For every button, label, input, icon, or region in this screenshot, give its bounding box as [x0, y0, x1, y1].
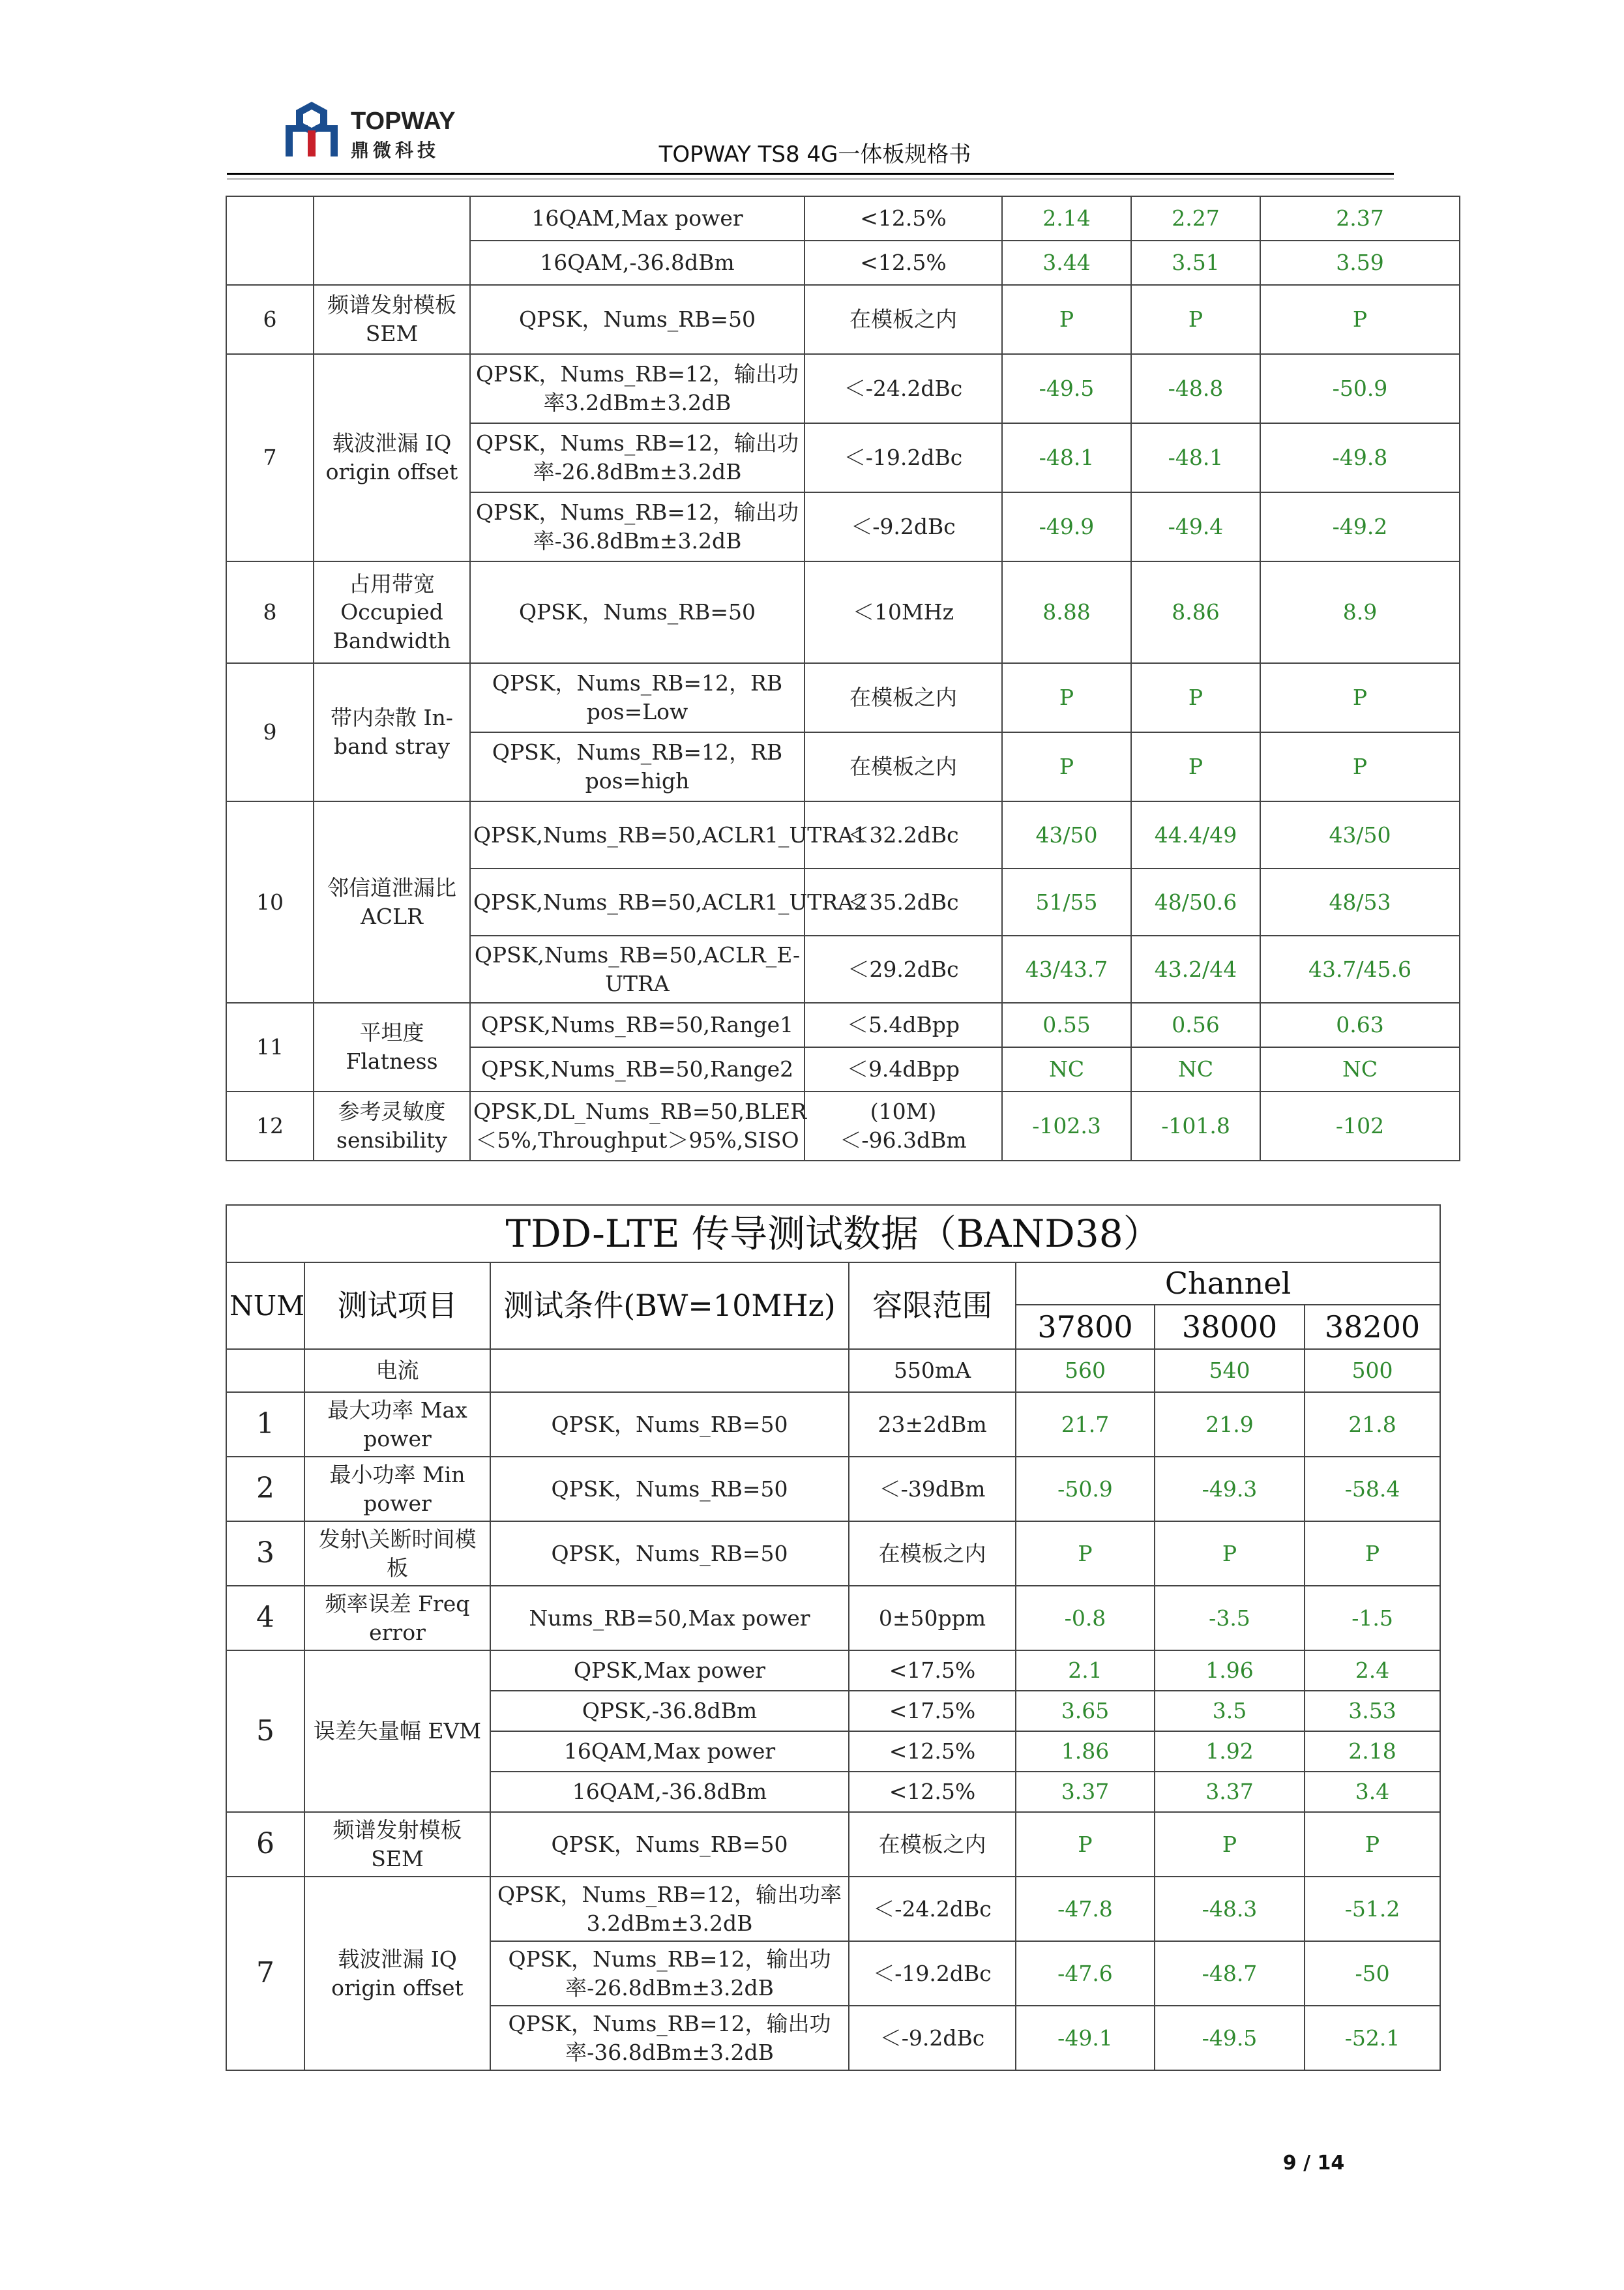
cell-value: P: [1155, 1521, 1305, 1586]
cell-condition: Nums_RB=50,Max power: [490, 1586, 849, 1650]
cell-condition: QPSK，Nums_RB=50: [490, 1812, 849, 1877]
cell-limit: ＜-19.2dBc: [849, 1941, 1016, 2006]
document-title: TOPWAY TS8 4G一体板规格书: [658, 141, 971, 168]
cell-value: P: [1155, 1812, 1305, 1877]
cell-limit: 23±2dBm: [849, 1392, 1016, 1457]
cell-value: 2.1: [1016, 1650, 1155, 1691]
cell-value: 21.8: [1305, 1392, 1440, 1457]
cell-condition: QPSK，Nums_RB=12，输出功率3.2dBm±3.2dB: [470, 354, 805, 423]
cell-num: 8: [226, 561, 314, 663]
cell-value: 43.7/45.6: [1260, 936, 1460, 1003]
table-row: [226, 1349, 1440, 1392]
cell-value: 3.37: [1155, 1772, 1305, 1812]
header-channel-37800: 37800: [1016, 1305, 1155, 1349]
cell-num: 6: [226, 285, 314, 354]
cell-value: 8.9: [1260, 561, 1460, 663]
cell-value: 3.53: [1305, 1691, 1440, 1731]
table-row: [226, 1586, 1440, 1650]
table-row: [226, 801, 1460, 869]
cell-value: 0.63: [1260, 1003, 1460, 1047]
cell-value: 0.55: [1002, 1003, 1131, 1047]
company-logo: [280, 98, 528, 163]
header-limit: 容限范围: [849, 1262, 1016, 1349]
cell-limit: ＜35.2dBc: [805, 869, 1002, 936]
cell-limit: <12.5%: [849, 1772, 1016, 1812]
cell-limit: 在模板之内: [849, 1812, 1016, 1877]
cell-value: P: [1131, 285, 1260, 354]
cell-value: 2.14: [1002, 196, 1131, 241]
cell-value: -58.4: [1305, 1457, 1440, 1521]
cell-value: 48/53: [1260, 869, 1460, 936]
topway-logo-icon: [280, 98, 528, 163]
cell-value: 48/50.6: [1131, 869, 1260, 936]
cell-value: P: [1016, 1812, 1155, 1877]
cell-limit: (10M)＜-96.3dBm: [805, 1092, 1002, 1161]
cell-value: P: [1260, 663, 1460, 732]
cell-value: 3.37: [1016, 1772, 1155, 1812]
table-row: [226, 354, 1460, 423]
cell-value: NC: [1131, 1047, 1260, 1092]
cell-value: 44.4/49: [1131, 801, 1260, 869]
cell-limit: ＜-39dBm: [849, 1457, 1016, 1521]
cell-value: 43/50: [1002, 801, 1131, 869]
cell-value: 540: [1155, 1349, 1305, 1392]
cell-item: 发射\关断时间模板: [304, 1521, 490, 1586]
cell-value: P: [1002, 732, 1131, 801]
table-row: [226, 285, 1460, 354]
cell-condition: QPSK，Nums_RB=50: [490, 1521, 849, 1586]
cell-limit: ＜-9.2dBc: [849, 2006, 1016, 2070]
cell-value: 2.27: [1131, 196, 1260, 241]
cell-condition: QPSK，Nums_RB=12，RB pos=Low: [470, 663, 805, 732]
cell-item: 占用带宽 Occupied Bandwidth: [314, 561, 470, 663]
cell-condition: 16QAM,Max power: [490, 1731, 849, 1772]
header-num: NUM: [226, 1262, 304, 1349]
cell-num: 9: [226, 663, 314, 801]
cell-limit: 0±50ppm: [849, 1586, 1016, 1650]
header-condition: 测试条件(BW=10MHz): [490, 1262, 849, 1349]
cell-value: 3.4: [1305, 1772, 1440, 1812]
cell-value: 2.4: [1305, 1650, 1440, 1691]
cell-num: 3: [226, 1521, 304, 1586]
cell-value: -1.5: [1305, 1586, 1440, 1650]
cell-condition: QPSK,Nums_RB=50,ACLR1_UTRA1: [470, 801, 805, 869]
cell-value: 3.59: [1260, 241, 1460, 285]
cell-value: 21.9: [1155, 1392, 1305, 1457]
cell-value: P: [1131, 732, 1260, 801]
cell-value: 3.51: [1131, 241, 1260, 285]
cell-value: NC: [1260, 1047, 1460, 1092]
table-row: [226, 1650, 1440, 1691]
cell-limit: ＜32.2dBc: [805, 801, 1002, 869]
cell-num: 1: [226, 1392, 304, 1457]
cell-condition: 16QAM,-36.8dBm: [490, 1772, 849, 1812]
cell-condition: QPSK,Nums_RB=50,Range2: [470, 1047, 805, 1092]
cell-condition: QPSK，Nums_RB=50: [490, 1457, 849, 1521]
cell-limit: ＜-24.2dBc: [849, 1877, 1016, 1941]
cell-num: 5: [226, 1650, 304, 1812]
cell-num: [226, 196, 314, 285]
cell-item: 带内杂散 In-band stray: [314, 663, 470, 801]
cell-value: -49.3: [1155, 1457, 1305, 1521]
cell-value: -101.8: [1131, 1092, 1260, 1161]
cell-value: -49.9: [1002, 492, 1131, 561]
cell-value: 8.86: [1131, 561, 1260, 663]
cell-value: 43/50: [1260, 801, 1460, 869]
cell-item: 误差矢量幅 EVM: [304, 1650, 490, 1812]
table-row: [226, 1457, 1440, 1521]
cell-value: P: [1305, 1521, 1440, 1586]
cell-value: -50.9: [1260, 354, 1460, 423]
cell-item: 电流: [304, 1349, 490, 1392]
table-row: [226, 1812, 1440, 1877]
cell-item: 平坦度 Flatness: [314, 1003, 470, 1092]
cell-value: -50.9: [1016, 1457, 1155, 1521]
cell-value: 3.5: [1155, 1691, 1305, 1731]
cell-limit: ＜29.2dBc: [805, 936, 1002, 1003]
cell-value: 2.37: [1260, 196, 1460, 241]
cell-condition: QPSK，Nums_RB=12，RB pos=high: [470, 732, 805, 801]
cell-value: -48.1: [1002, 423, 1131, 492]
cell-condition: QPSK，Nums_RB=12，输出功率-26.8dBm±3.2dB: [470, 423, 805, 492]
cell-item: 频率误差 Freq error: [304, 1586, 490, 1650]
cell-limit: ＜10MHz: [805, 561, 1002, 663]
cell-value: P: [1002, 663, 1131, 732]
cell-limit: <12.5%: [805, 196, 1002, 241]
cell-limit: <17.5%: [849, 1650, 1016, 1691]
cell-value: P: [1260, 732, 1460, 801]
header-rule-thick: [227, 173, 1394, 175]
cell-value: -49.8: [1260, 423, 1460, 492]
cell-item: 最大功率 Max power: [304, 1392, 490, 1457]
cell-num: 7: [226, 354, 314, 561]
test-table-continued: [226, 196, 1460, 1161]
cell-value: -49.1: [1016, 2006, 1155, 2070]
cell-value: 8.88: [1002, 561, 1131, 663]
cell-item: [314, 196, 470, 285]
cell-condition: QPSK，Nums_RB=50: [490, 1392, 849, 1457]
cell-limit: 550mA: [849, 1349, 1016, 1392]
cell-value: P: [1305, 1812, 1440, 1877]
logo-cn-text: 鼎微科技: [351, 140, 440, 161]
cell-condition: 16QAM,Max power: [470, 196, 805, 241]
cell-condition: 16QAM,-36.8dBm: [470, 241, 805, 285]
header-channel: Channel: [1016, 1262, 1440, 1305]
header-item: 测试项目: [304, 1262, 490, 1349]
cell-condition: QPSK,-36.8dBm: [490, 1691, 849, 1731]
cell-value: -49.2: [1260, 492, 1460, 561]
table-title: TDD-LTE 传导测试数据（BAND38）: [226, 1205, 1440, 1262]
table-row: [226, 1521, 1440, 1586]
cell-value: -47.8: [1016, 1877, 1155, 1941]
cell-value: 3.65: [1016, 1691, 1155, 1731]
cell-value: 1.86: [1016, 1731, 1155, 1772]
cell-limit: ＜-19.2dBc: [805, 423, 1002, 492]
cell-condition: QPSK，Nums_RB=50: [470, 561, 805, 663]
cell-num: 11: [226, 1003, 314, 1092]
cell-value: 43.2/44: [1131, 936, 1260, 1003]
table-row: [226, 1392, 1440, 1457]
cell-limit: ＜-24.2dBc: [805, 354, 1002, 423]
header-channel-38200: 38200: [1305, 1305, 1440, 1349]
cell-value: -51.2: [1305, 1877, 1440, 1941]
logo-en-text: TOPWAY: [351, 108, 456, 135]
cell-condition: QPSK，Nums_RB=12，输出功率-26.8dBm±3.2dB: [490, 1941, 849, 2006]
cell-value: -48.8: [1131, 354, 1260, 423]
cell-item: 频谱发射模板 SEM: [314, 285, 470, 354]
cell-item: 频谱发射模板 SEM: [304, 1812, 490, 1877]
cell-item: 最小功率 Min power: [304, 1457, 490, 1521]
cell-limit: ＜5.4dBpp: [805, 1003, 1002, 1047]
cell-num: 7: [226, 1877, 304, 2070]
cell-value: -3.5: [1155, 1586, 1305, 1650]
cell-value: P: [1131, 663, 1260, 732]
cell-value: -49.4: [1131, 492, 1260, 561]
cell-limit: 在模板之内: [805, 285, 1002, 354]
cell-value: 43/43.7: [1002, 936, 1131, 1003]
cell-item: 载波泄漏 IQ origin offset: [304, 1877, 490, 2070]
cell-value: 1.96: [1155, 1650, 1305, 1691]
cell-num: 2: [226, 1457, 304, 1521]
cell-num: 6: [226, 1812, 304, 1877]
cell-value: -48.3: [1155, 1877, 1305, 1941]
cell-num: 12: [226, 1092, 314, 1161]
cell-value: 21.7: [1016, 1392, 1155, 1457]
cell-limit: ＜9.4dBpp: [805, 1047, 1002, 1092]
cell-value: 1.92: [1155, 1731, 1305, 1772]
cell-condition: QPSK，Nums_RB=12，输出功率-36.8dBm±3.2dB: [470, 492, 805, 561]
cell-num: 10: [226, 801, 314, 1003]
tdd-lte-band38-table: [226, 1204, 1441, 2071]
table-row: [226, 1003, 1460, 1047]
cell-value: -102: [1260, 1092, 1460, 1161]
cell-value: P: [1002, 285, 1131, 354]
cell-num: 4: [226, 1586, 304, 1650]
cell-num: [226, 1349, 304, 1392]
cell-value: -49.5: [1002, 354, 1131, 423]
cell-item: 载波泄漏 IQ origin offset: [314, 354, 470, 561]
cell-limit: <17.5%: [849, 1691, 1016, 1731]
table-row: [226, 196, 1460, 241]
cell-value: -102.3: [1002, 1092, 1131, 1161]
cell-value: 2.18: [1305, 1731, 1440, 1772]
cell-condition: [490, 1349, 849, 1392]
cell-value: -49.5: [1155, 2006, 1305, 2070]
cell-value: -52.1: [1305, 2006, 1440, 2070]
cell-item: 参考灵敏度 sensibility: [314, 1092, 470, 1161]
cell-item: 邻信道泄漏比 ACLR: [314, 801, 470, 1003]
table-row: [226, 663, 1460, 732]
cell-limit: 在模板之内: [805, 663, 1002, 732]
cell-condition: QPSK,Nums_RB=50,Range1: [470, 1003, 805, 1047]
cell-limit: <12.5%: [805, 241, 1002, 285]
page-number: 9 / 14: [1282, 2152, 1345, 2175]
cell-value: -48.7: [1155, 1941, 1305, 2006]
cell-condition: QPSK,Max power: [490, 1650, 849, 1691]
cell-value: 560: [1016, 1349, 1155, 1392]
cell-limit: <12.5%: [849, 1731, 1016, 1772]
cell-value: 3.44: [1002, 241, 1131, 285]
cell-value: -0.8: [1016, 1586, 1155, 1650]
cell-condition: QPSK，Nums_RB=12，输出功率-36.8dBm±3.2dB: [490, 2006, 849, 2070]
cell-value: NC: [1002, 1047, 1131, 1092]
cell-value: -48.1: [1131, 423, 1260, 492]
cell-limit: ＜-9.2dBc: [805, 492, 1002, 561]
cell-condition: QPSK,Nums_RB=50,ACLR_E-UTRA: [470, 936, 805, 1003]
cell-condition: QPSK,DL_Nums_RB=50,BLER＜5%,Throughput＞95%,SISO: [470, 1092, 805, 1161]
cell-limit: 在模板之内: [849, 1521, 1016, 1586]
cell-value: 51/55: [1002, 869, 1131, 936]
header-channel-38000: 38000: [1155, 1305, 1305, 1349]
cell-value: 500: [1305, 1349, 1440, 1392]
cell-value: -50: [1305, 1941, 1440, 2006]
cell-value: -47.6: [1016, 1941, 1155, 2006]
table-row: [226, 1877, 1440, 1941]
table-row: [226, 1092, 1460, 1161]
cell-condition: QPSK，Nums_RB=12，输出功率3.2dBm±3.2dB: [490, 1877, 849, 1941]
table-row: [226, 561, 1460, 663]
cell-value: 0.56: [1131, 1003, 1260, 1047]
cell-condition: QPSK，Nums_RB=50: [470, 285, 805, 354]
cell-value: P: [1016, 1521, 1155, 1586]
cell-limit: 在模板之内: [805, 732, 1002, 801]
cell-value: P: [1260, 285, 1460, 354]
cell-condition: QPSK,Nums_RB=50,ACLR1_UTRA2: [470, 869, 805, 936]
